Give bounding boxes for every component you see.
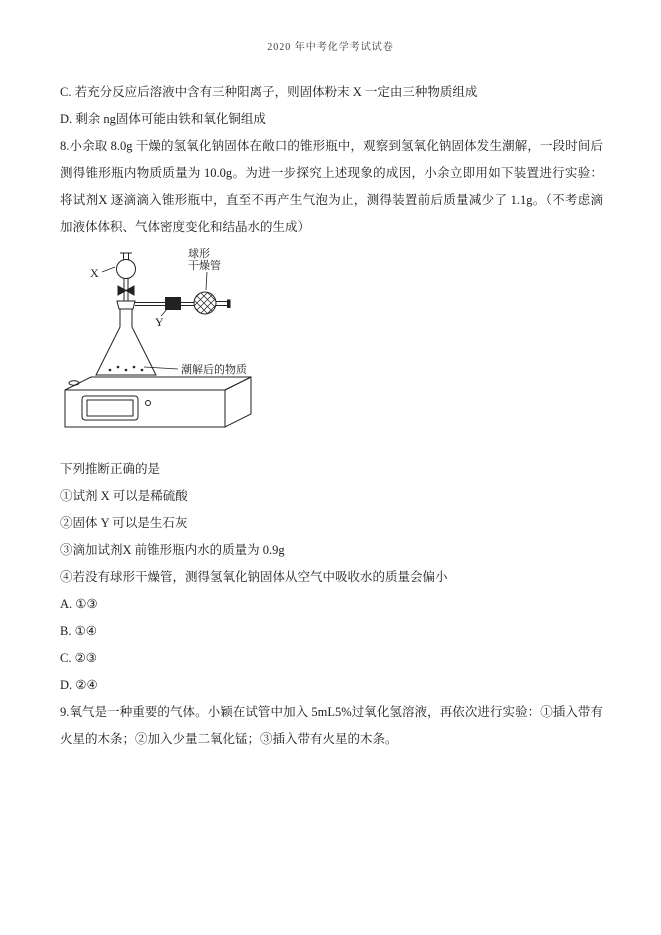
drying-tube-bulb [190,273,220,333]
question8-prompt: 下列推断正确的是 [60,462,161,476]
page-body [0,53,661,753]
statement-4: ④若没有球形干燥管，测得氢氧化钠固体从空气中吸收水的质量会偏小 [60,570,448,584]
reagent-x-pointer-line [102,267,115,272]
choice-c: C. ②③ [60,651,97,665]
question9-text: 9.氧气是一种重要的气体。小颖在试管中加入 5mL5%过氧化氢溶液，再依次进行实验：①插入带有火星的木条；②加入少量二氧化锰；③插入带有火星的木条。 [60,705,603,746]
electronic-balance [65,377,251,427]
solid-y-label: Y [155,315,164,329]
separating-funnel [117,253,136,301]
option-c-line: C. 若充分反应后溶液中含有三种阳离子，则固体粉末 X 一定由三种物质组成 [60,85,478,99]
svg-text:干燥管: 干燥管 [188,260,221,272]
rubber-stopper [117,301,135,309]
drying-tube-label [188,246,221,290]
drying-tube-pointer-line [206,272,207,290]
chemistry-apparatus-drawing [60,245,360,430]
question8-text: 8.小余取 8.0g 干燥的氢氧化钠固体在敞口的锥形瓶中，观察到氢氧化钠固体发生潮解，一段时间后测得锥形瓶内物质质量为 10.0g。为进一步探究上述现象的成因，小余立即用如下装置进行实验：将试剂X 逐滴滴入锥形瓶中，直至不再产生气泡为止，测得装置前后质量减少了 1.1g。（不考虑滴加液体体积、气体密度变化和结晶水的生成） [60,139,603,234]
choice-d: D. ②④ [60,678,98,692]
substance-label: 潮解后的物质 [181,364,247,376]
apparatus-diagram [60,245,603,430]
choice-b: B. ①④ [60,624,97,638]
statement-1: ①试剂 X 可以是稀硫酸 [60,489,188,503]
svg-text:球形: 球形 [188,248,210,260]
reagent-x-label: X [90,266,99,280]
tube-connector [165,297,181,310]
choice-a: A. ①③ [60,597,98,611]
flask-contents [109,366,144,372]
balance-display [82,396,151,420]
page-header: 2020 年中考化学考试试卷 [267,42,394,53]
conical-flask [96,309,156,375]
substance-pointer-line [144,367,178,369]
statement-2: ②固体 Y 可以是生石灰 [60,516,188,530]
tube-end-cap [227,300,231,309]
statement-3: ③滴加试剂X 前锥形瓶内水的质量为 0.9g [60,543,285,557]
option-d-line: D. 剩余 ng固体可能由铁和氧化铜组成 [60,112,266,126]
